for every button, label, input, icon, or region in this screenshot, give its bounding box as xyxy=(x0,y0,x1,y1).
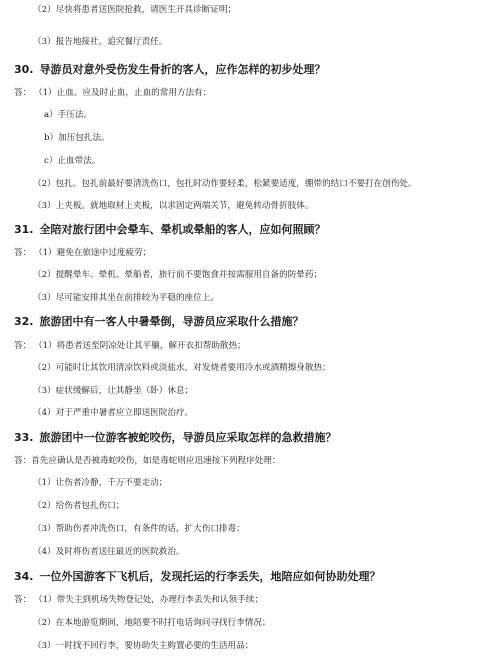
answer-line: 答： （1）带失主到机场失物登记处，办理行李丢失和认领手续； xyxy=(14,595,263,605)
answer-line: （2）在本地游览期间，地陪要不时打电话询问寻找行李情况； xyxy=(33,618,271,628)
answer-label: 答： xyxy=(14,341,32,351)
answer-label: 答： xyxy=(14,88,32,98)
answer-line: （3）尽可能安排其坐在前排较为平稳的座位上。 xyxy=(33,293,219,303)
answer-line: （1）让伤者冷静，千万不要走动； xyxy=(33,478,168,488)
question-number: 33. xyxy=(14,431,34,444)
answer-line: （2）给伤者包扎伤口； xyxy=(33,501,125,511)
question-number: 32. xyxy=(14,315,34,328)
answer-line: （3）上夹板。就地取材上夹板，以求固定两端关节，避免转动骨折肢体。 xyxy=(33,201,314,211)
answer-line: （2）可能时让其饮用清凉饮料或淡盐水，对发烧者要用冷水或酒精擦身散热； xyxy=(33,363,331,373)
answer-label: 答： xyxy=(14,595,32,605)
answer-line: （4）对于严重中暑者应立即送医院治疗。 xyxy=(33,408,194,418)
question-text: 导游员对意外受伤发生骨折的客人，应作怎样的初步处理？ xyxy=(39,63,326,76)
question-number: 31. xyxy=(14,223,34,236)
answer-line: c）止血带法。 xyxy=(44,156,101,166)
answer-line: （2）尽快将患者送医院抢救，请医生开具诊断证明； xyxy=(33,5,237,15)
question-33 xyxy=(14,431,337,445)
question-text: 全陪对旅行团中会晕车、晕机或晕船的客人，应如何照顾？ xyxy=(39,223,326,236)
answer-line: a）手压法。 xyxy=(44,110,93,120)
answer-line: （3）帮助伤者冲洗伤口，有条件的话，扩大伤口排毒； xyxy=(33,524,245,534)
answer-line: （3）报告地接社，追究餐厅责任。 xyxy=(33,37,168,47)
answer-label: 答： xyxy=(14,248,32,258)
question-30 xyxy=(14,63,326,77)
answer-line: （3）一时找不回行李，要协助失主购置必要的生活用品； xyxy=(33,641,254,651)
answer-line: 答： （1）止血。应及时止血，止血的常用方法有： xyxy=(14,88,212,98)
question-number: 34. xyxy=(14,570,34,583)
answer-line: （2）提醒晕车、晕机、晕船者，旅行前不要饱食并按需服用自备的防晕药； xyxy=(33,270,323,280)
question-32 xyxy=(14,315,304,329)
answer-line: （2）包扎。包扎前最好要清洗伤口，包扎时动作要轻柔，松紧要适度，绷带的结口不要打在创伤处。 xyxy=(33,179,417,189)
answer-line: 答： （1）避免在旅途中过度疲劳； xyxy=(14,248,152,258)
question-31 xyxy=(14,223,326,237)
answer-line: b）加压包扎法。 xyxy=(44,133,110,143)
question-34 xyxy=(14,570,381,584)
answer-line: （4）及时将伤者送往最近的医院救治。 xyxy=(33,547,185,557)
question-text: 一位外国游客下飞机后，发现托运的行李丢失，地陪应如何协助处理？ xyxy=(39,570,381,583)
answer-line: 答：首先应确认是否被毒蛇咬伤，如是毒蛇则应迅速按下列程序处理： xyxy=(14,456,281,466)
answer-line: 答： （1）将患者送至阴凉处让其平躺，解开衣扣帮助散热； xyxy=(14,341,246,351)
answer-line: （3）症状缓解后，让其静坐（卧）休息； xyxy=(33,386,194,396)
question-text: 旅游团中一位游客被蛇咬伤，导游员应采取怎样的急救措施？ xyxy=(39,431,337,444)
question-number: 30. xyxy=(14,63,34,76)
question-text: 旅游团中有一客人中暑晕倒，导游员应采取什么措施？ xyxy=(39,315,304,328)
